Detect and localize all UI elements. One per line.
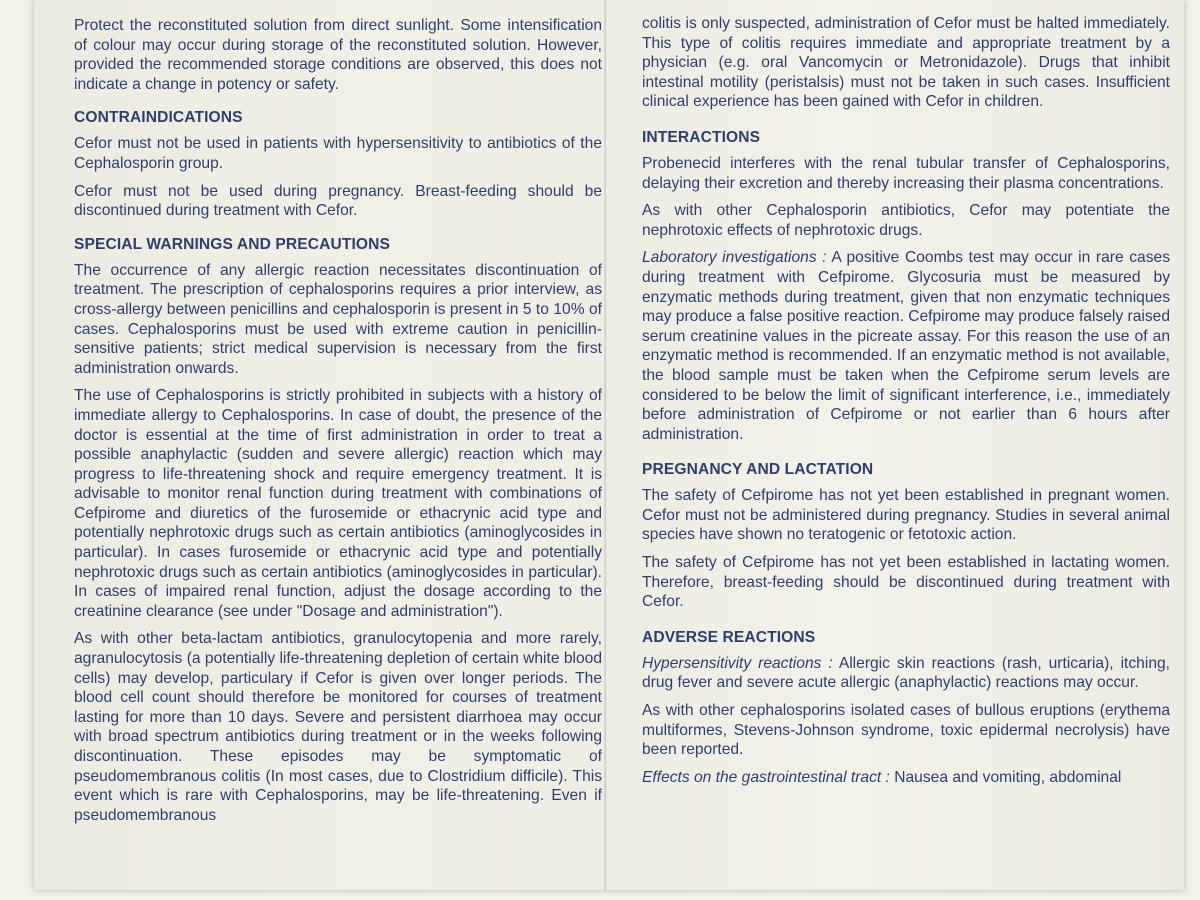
warnings-heading: SPECIAL WARNINGS AND PRECAUTIONS [74,235,390,253]
contraindications-paragraph-1: Cefor must not be used in patients with hypersensitivity to antibiotics of the Cephalosporin group. [74,135,602,172]
storage-paragraph: Protect the reconstituted solution from direct sunlight. Some intensification of colour may occur during storage of the reconstituted solution. However, provided the recommended storage conditions are observed, this does not indicate a change in potency or safety. [74,17,602,93]
adverse-heading: ADVERSE REACTIONS [642,628,816,646]
pregnancy-paragraph-1: The safety of Cefpirome has not yet been established in pregnant women. Cefor must not be administered during pregnancy. Studies in several animal species have shown no teratogenic or fetotoxic action. [642,487,1170,544]
left-column [74,16,602,876]
warnings-paragraph-1: The occurrence of any allergic reaction necessitates discontinuation of treatment. The prescription of cephalosporins requires a prior interview, as cross-allergy between penicillins and cephalosporin is present in 5 to 10% of cases. Cephalosporins must be used with extreme caution in penicillin-sensitive patients; strict medical supervision is necessary from the first administration onwards. [74,261,602,377]
pregnancy-heading: PREGNANCY AND LACTATION [642,461,874,479]
right-column [642,14,1170,874]
interactions-heading: INTERACTIONS [642,128,761,146]
gastrointestinal-lead: Effects on the gastrointestinal tract : [642,768,890,786]
pregnancy-paragraph-2: The safety of Cefpirome has not yet been established in lactating women. Therefore, breast-feeding should be discontinued during treatment with Cefor. [642,554,1170,611]
hypersensitivity-lead: Hypersensitivity reactions : [642,654,833,672]
contraindications-paragraph-2: Cefor must not be used during pregnancy. Breast-feeding should be discontinued during treatment with Cefor. [74,182,602,220]
interactions-paragraph-1: Probenecid interferes with the renal tubular transfer of Cephalosporins, delaying their excretion and thereby increasing their plasma concentrations. [642,154,1170,192]
hypersensitivity-text: Allergic skin reactions (rash, urticaria), itching, drug fever and severe acute allergic (anaphylactic) reactions may occur. [642,654,1170,692]
gastrointestinal-text: Nausea and vomiting, abdominal [889,768,1122,786]
contraindications-heading: CONTRAINDICATIONS [74,109,243,127]
leaflet-fold-line [604,0,607,890]
laboratory-lead: Laboratory investigations : [642,249,827,267]
gastrointestinal-paragraph [642,768,1170,788]
warnings-paragraph-2: The use of Cephalosporins is strictly prohibited in subjects with a history of immediate allergy to Cephalosporins. In case of doubt, the presence of the doctor is essential at the time of first administration in order to treat a possible anaphylactic (sudden and severe allergic) reaction which may progress to life-threatening shock and require emergency treatment. It is advisable to monitor renal function during treatment with combinations of Cefpirome and diuretics of the furosemide or ethacrynic acid type and potentially nephrotoxic drugs such as certain antibiotics (aminoglycosides in particular). In cases furosemide or ethacrynic acid type and potentially nephrotoxic drugs such as certain antibiotics (aminoglycosides in particular). In cases of impaired renal function, adjust the dosage according to the creatinine clearance (see under "Dosage and administration"). [74,387,602,620]
hypersensitivity-paragraph [642,654,1170,693]
laboratory-text: A positive Coombs test may occur in rare cases during treatment with Cefpirome. Glycosuria must be measured by enzymatic methods during treatment, given that non enzymatic techniques may produce a false positive reaction. Cefpirome may produce falsely raised serum creatinine values in the picreate assay. For this reason the use of an enzymatic method is recommended. If an enzymatic method is not available, the blood sample must be taken when the Cefpirome serum levels are considered to be below the limit of significant interference, i.e., immediately before administration of Cefpirome or not earlier than 6 hours after administration. [642,249,1170,443]
warnings-paragraph-3: As with other beta-lactam antibiotics, granulocytopenia and more rarely, agranulocytosis (a potentially life-threatening depletion of certain white blood cells) may develop, particulary if Cefor is given over longer periods. The blood cell count should therefore be monitored for courses of treatment lasting for more than 10 days. Severe and persistent diarrhoea may occur with broad spectrum antibiotics during treatment or in the weeks following discontinuation. These episodes may be symptomatic of pseudomembranous colitis (In most cases, due to Clostridium difficile). This event which is rare with Cephalosporins, may be life-threatening. Even if pseudomembranous [74,630,602,824]
adverse-paragraph-2: As with other cephalosporins isolated cases of bullous eruptions (erythema multiformes, Stevens-Johnson syndrome, toxic epidermal necrolysis) have been reported. [642,702,1170,759]
interactions-paragraph-2: As with other Cephalosporin antibiotics, Cefor may potentiate the nephrotoxic effects of nephrotoxic drugs. [642,202,1170,239]
laboratory-paragraph [642,248,1170,444]
colitis-paragraph: colitis is only suspected, administration of Cefor must be halted immediately. This type of colitis requires immediate and appropriate treatment by a physician (e.g. oral Vancomycin or Metronidazole). Drugs that inhibit intestinal motility (peristalsis) must not be taken in such cases. Insufficient clinical experience has been gained with Cefor in children. [642,15,1170,111]
